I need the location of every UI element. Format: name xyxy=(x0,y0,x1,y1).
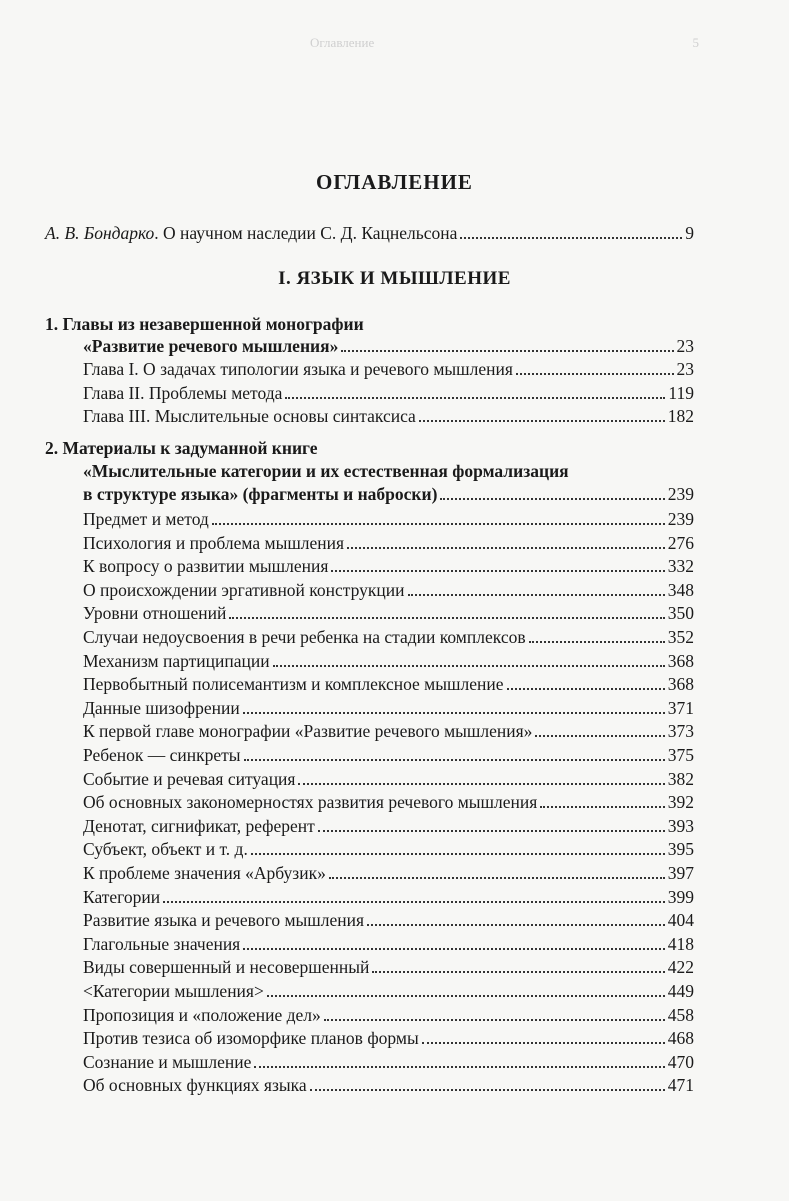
toc-entry-page: 471 xyxy=(667,1075,694,1096)
toc-entry[interactable] xyxy=(83,626,694,648)
toc-entry-page: 458 xyxy=(667,1004,694,1025)
dot-leader xyxy=(298,783,664,785)
toc-entry[interactable] xyxy=(83,838,694,860)
toc-entry-label: Уровни отношений xyxy=(83,603,227,624)
dot-leader xyxy=(408,594,665,596)
dot-leader xyxy=(507,688,665,690)
dot-leader xyxy=(244,759,665,761)
toc-entry[interactable] xyxy=(83,909,694,931)
toc-chapter-one-entry[interactable] xyxy=(83,335,694,357)
toc-entry-page: 392 xyxy=(667,792,694,813)
dot-leader xyxy=(331,570,664,572)
dot-leader xyxy=(460,237,682,239)
dot-leader xyxy=(516,373,674,375)
toc-entry-page: 449 xyxy=(667,981,694,1001)
toc-entry-page: 399 xyxy=(667,886,694,907)
toc-entry[interactable] xyxy=(83,579,694,601)
toc-entry-label: О происхождении эргативной конструкции xyxy=(83,579,405,600)
toc-entry-label: Первобытный полисемантизм и комплексное мышление xyxy=(83,674,504,695)
dot-leader xyxy=(285,397,665,399)
toc-entry[interactable] xyxy=(83,886,694,908)
toc-entry-page: 23 xyxy=(676,359,694,379)
dot-leader xyxy=(341,350,673,352)
dot-leader xyxy=(535,735,664,737)
toc-entry-label: Субъект, объект и т. д. xyxy=(83,839,248,860)
toc-entry-label: К вопросу о развитии мышления xyxy=(83,556,329,577)
running-head-title: Оглавление xyxy=(310,35,375,50)
dot-leader xyxy=(324,1019,665,1021)
toc-entry-label: Сознание и мышление xyxy=(83,1051,252,1072)
toc-entry-page: 404 xyxy=(667,910,694,931)
toc-entry[interactable] xyxy=(83,1051,694,1073)
toc-entry-label: Развитие языка и речевого мышления xyxy=(83,910,365,931)
toc-entry-page: 276 xyxy=(667,532,694,553)
toc-entry[interactable] xyxy=(83,602,694,624)
toc-entry[interactable] xyxy=(83,744,694,766)
toc-entry[interactable] xyxy=(83,555,694,577)
intro-page: 9 xyxy=(685,223,694,243)
dot-leader xyxy=(243,948,665,950)
dot-leader xyxy=(243,712,665,714)
dot-leader xyxy=(254,1066,664,1068)
toc-entry-label: Об основных функциях языка xyxy=(83,1075,307,1096)
toc-chapter-two-entry[interactable] xyxy=(83,483,694,505)
toc-entry-label: Об основных закономерностях развития речевого мышления xyxy=(83,792,538,813)
dot-leader xyxy=(273,665,665,667)
toc-entry-label: Против тезиса об изоморфике планов формы xyxy=(83,1028,419,1049)
chapter-two-subtitle: «Мыслительные категории и их естественная формализация xyxy=(83,461,569,481)
toc-entry[interactable] xyxy=(83,532,694,554)
toc-entry[interactable] xyxy=(83,768,694,790)
toc-entry-page: 395 xyxy=(667,839,694,860)
toc-entry-page: 418 xyxy=(667,933,694,954)
toc-entry-label: Денотат, сигнификат, референт xyxy=(83,815,315,836)
dot-leader xyxy=(163,901,665,903)
toc-entry[interactable] xyxy=(83,1074,694,1096)
toc-entry[interactable] xyxy=(83,862,694,884)
toc-entry-page: 382 xyxy=(667,768,694,789)
toc-entry[interactable] xyxy=(83,382,694,404)
toc-entry-label: Пропозиция и «положение дел» xyxy=(83,1004,321,1025)
dot-leader xyxy=(310,1089,665,1091)
toc-entry[interactable] xyxy=(83,980,694,1002)
toc-entry-label: Виды совершенный и несовершенный xyxy=(83,957,370,978)
dot-leader xyxy=(267,995,665,997)
toc-entry-page: 119 xyxy=(668,382,694,403)
toc-entry[interactable] xyxy=(83,956,694,978)
toc-entry-label: Психология и проблема мышления xyxy=(83,532,345,553)
intro-text: . О научном наследии С. Д. Кацнельсона xyxy=(154,223,458,243)
dot-leader xyxy=(440,498,664,500)
toc-entry[interactable] xyxy=(83,650,694,672)
running-head-page: 5 xyxy=(692,35,699,50)
toc-entry[interactable] xyxy=(83,933,694,955)
toc-entry-label: Глагольные значения xyxy=(83,933,241,954)
dot-leader xyxy=(540,806,664,808)
toc-entry-page: 373 xyxy=(667,721,694,742)
toc-entry[interactable] xyxy=(83,508,694,530)
toc-entry-page: 368 xyxy=(667,650,694,671)
toc-entry-label: К первой главе монографии «Развитие речевого мышления» xyxy=(83,721,533,742)
toc-entry[interactable] xyxy=(83,405,694,427)
dot-leader xyxy=(347,547,665,549)
toc-entry-page: 352 xyxy=(667,627,694,647)
dot-leader xyxy=(212,523,665,525)
toc-entry-page: 422 xyxy=(667,957,694,978)
intro-label xyxy=(45,222,457,244)
toc-entry[interactable] xyxy=(83,815,694,837)
toc-entry-page: 348 xyxy=(667,579,694,600)
toc-entry[interactable] xyxy=(83,720,694,742)
chapter-one-title: 1. Главы из незавершенной монографии xyxy=(45,314,364,334)
toc-entry-label: Глава I. О задачах типологии языка и речевого мышления xyxy=(83,359,513,379)
toc-entry[interactable] xyxy=(83,358,694,380)
chapter-two-title: 2. Материалы к задуманной книге xyxy=(45,438,318,458)
toc-entry-label: Механизм партиципации xyxy=(83,650,270,671)
part-heading: I. ЯЗЫК И МЫШЛЕНИЕ xyxy=(278,268,511,289)
toc-entry-page: 397 xyxy=(667,863,694,883)
toc-entry-page: 371 xyxy=(667,697,694,718)
dot-leader xyxy=(318,830,665,832)
toc-entry-label: Событие и речевая ситуация xyxy=(83,768,296,789)
toc-entry-label: Категории xyxy=(83,886,161,907)
toc-entry-label: К проблеме значения «Арбузик» xyxy=(83,863,326,883)
toc-entry-label: Глава III. Мыслительные основы синтаксиса xyxy=(83,406,416,426)
toc-entry[interactable] xyxy=(83,1004,694,1026)
chapter-one-subtitle: «Развитие речевого мышления» xyxy=(83,336,339,356)
toc-entry-page: 368 xyxy=(667,674,694,695)
dot-leader xyxy=(422,1042,665,1044)
toc-entry-page: 182 xyxy=(667,406,694,426)
dot-leader xyxy=(251,853,665,855)
toc-entry-page: 239 xyxy=(667,509,694,529)
toc-entry-label: Случаи недоусвоения в речи ребенка на стадии комплексов xyxy=(83,627,526,647)
toc-entry[interactable] xyxy=(83,673,694,695)
toc-entry-label: Глава II. Проблемы метода xyxy=(83,382,283,403)
toc-entry[interactable] xyxy=(83,1027,694,1049)
dot-leader xyxy=(529,641,665,643)
toc-entry-page: 468 xyxy=(667,1028,694,1049)
chapter-one-page: 23 xyxy=(676,336,694,356)
toc-entry-page: 393 xyxy=(667,815,694,836)
toc-entry-page: 332 xyxy=(667,556,694,577)
toc-entry[interactable] xyxy=(83,697,694,719)
dot-leader xyxy=(329,877,665,879)
toc-entry-page: 350 xyxy=(667,603,694,624)
toc-entry-page: 470 xyxy=(667,1051,694,1072)
toc-entry[interactable] xyxy=(83,791,694,813)
dot-leader xyxy=(229,617,664,619)
chapter-two-subtitle-cont: в структуре языка» (фрагменты и наброски) xyxy=(83,484,438,504)
toc-entry-label: <Категории мышления> xyxy=(83,981,264,1001)
page-title: ОГЛАВЛЕНИЕ xyxy=(316,170,473,194)
chapter-two-page: 239 xyxy=(667,484,694,504)
toc-entry-label: Данные шизофрении xyxy=(83,697,240,718)
toc-intro-entry[interactable] xyxy=(45,222,694,244)
dot-leader xyxy=(372,971,664,973)
toc-entry-label: Ребенок — синкреты xyxy=(83,745,241,765)
toc-entry-page: 375 xyxy=(667,745,694,765)
toc-entry-label: Предмет и метод xyxy=(83,509,209,529)
dot-leader xyxy=(367,924,665,926)
dot-leader xyxy=(419,420,665,422)
intro-author: А. В. Бондарко xyxy=(45,223,155,243)
